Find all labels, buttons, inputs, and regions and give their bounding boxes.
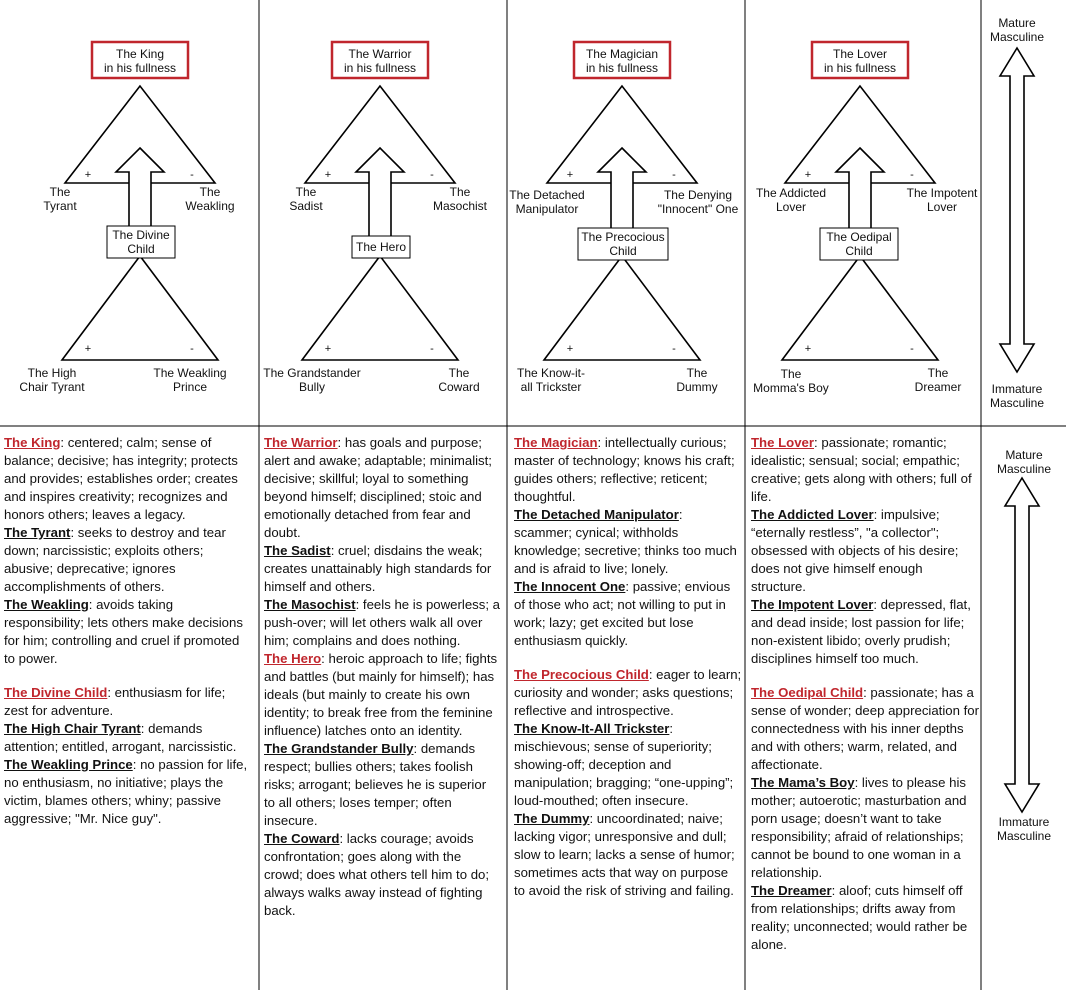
the-mama-s-boy-description [751, 774, 979, 882]
immature-masculine-label-bottom: Immature Masculine [996, 815, 1052, 843]
mature-masculine-label-top: Mature Masculine [989, 16, 1045, 44]
warrior-upper-minus-sign: - [430, 169, 434, 181]
the-innocent-one-description [514, 578, 742, 650]
warrior-upper-left-label: The Sadist [289, 185, 323, 213]
the-sadist-text: : cruel; disdains the weak; creates unattainably high standards for himself and others. [264, 543, 492, 594]
the-dreamer-term: The Dreamer [751, 883, 832, 898]
the-coward-description [264, 830, 500, 920]
the-king-term: The King [4, 435, 61, 450]
mature-masculine-label-bottom: Mature Masculine [996, 448, 1052, 476]
lover-lower-right-label: The Dreamer [914, 366, 962, 394]
king-description-column [4, 434, 252, 828]
the-tyrant-term: The Tyrant [4, 525, 71, 540]
magician-upper-minus-sign: - [672, 169, 676, 181]
the-dummy-description [514, 810, 742, 900]
the-impotent-lover-text: : depressed, flat, and dead inside; lost passion for life; non-existent libido; overly prudish; disciplines himself too much. [751, 597, 971, 666]
the-divine-child-term: The Divine Child [4, 685, 108, 700]
the-coward-text: : lacks courage; avoids confrontation; goes along with the crowd; does what others tell him to do; always walks away instead of fighting back. [264, 831, 490, 918]
the-oedipal-child-term: The Oedipal Child [751, 685, 864, 700]
the-tyrant-description [4, 524, 252, 596]
the-weakling-prince-description [4, 756, 252, 828]
warrior-upper-plus-sign: + [324, 169, 332, 181]
the-high-chair-tyrant-description [4, 720, 252, 756]
the-addicted-lover-text: : impulsive; “eternally restless”, "a collector"; obsessed with objects of his desire; does not give himself enough structure. [751, 507, 959, 594]
warrior-lower-left-label: The Grandstander Bully [263, 366, 361, 394]
magician-upper-left-label: The Detached Manipulator [509, 188, 585, 216]
the-lover-text: : passionate; romantic; idealistic; sensual; social; empathic; creative; gets along with others; full of life. [751, 435, 972, 504]
the-oedipal-child-description [751, 684, 979, 774]
magician-upper-right-label: The Denying "Innocent" One [657, 188, 739, 216]
king-lower-minus-sign: - [190, 343, 194, 355]
the-detached-manipulator-description [514, 506, 742, 578]
magician-child-label: The Precocious Child [581, 230, 665, 258]
the-warrior-description [264, 434, 500, 542]
the-sadist-term: The Sadist [264, 543, 331, 558]
the-dummy-text: : uncoordinated; naive; lacking vigor; unresponsive and dull; slow to learn; lacks a sense of humor; sometimes acts that way on purpose to avoid the risk of striving and failing. [514, 811, 735, 898]
the-hero-description [264, 650, 500, 740]
the-grandstander-bully-description [264, 740, 500, 830]
the-divine-child-description [4, 684, 252, 720]
warrior-description-column [264, 434, 500, 920]
the-masochist-term: The Masochist [264, 597, 356, 612]
magician-lower-right-label: The Dummy [676, 366, 718, 394]
the-hero-term: The Hero [264, 651, 322, 666]
the-grandstander-bully-term: The Grandstander Bully [264, 741, 414, 756]
warrior-lower-right-label: The Coward [438, 366, 480, 394]
magician-lower-plus-sign: + [566, 343, 574, 355]
magician-upper-plus-sign: + [566, 169, 574, 181]
king-fullness-label: The King in his fullness [103, 47, 177, 75]
the-magician-term: The Magician [514, 435, 598, 450]
king-upper-minus-sign: - [190, 169, 194, 181]
the-warrior-text: : has goals and purpose; alert and awake; adaptable; minimalist; decisive; skillful; loyal to something beyond himself; disciplined; stoic and emotionally detached from fear and doubt. [264, 435, 492, 540]
magician-lower-minus-sign: - [672, 343, 676, 355]
lover-upper-minus-sign: - [910, 169, 914, 181]
the-innocent-one-term: The Innocent One [514, 579, 626, 594]
the-addicted-lover-term: The Addicted Lover [751, 507, 874, 522]
lover-child-label: The Oedipal Child [826, 230, 892, 258]
the-magician-text: : intellectually curious; master of technology; knows his craft; guides others; reflective; reticent; thoughtful. [514, 435, 735, 504]
warrior-fullness-label: The Warrior in his fullness [343, 47, 417, 75]
the-lover-term: The Lover [751, 435, 815, 450]
the-dreamer-description [751, 882, 979, 954]
king-lower-plus-sign: + [84, 343, 92, 355]
the-precocious-child-description [514, 666, 742, 720]
the-innocent-one-text: : passive; envious of those who act; not willing to put in work; lazy; get excited but lose enthusiasm quickly. [514, 579, 731, 648]
the-masochist-description [264, 596, 500, 650]
warrior-lower-plus-sign: + [324, 343, 332, 355]
the-magician-description [514, 434, 742, 506]
warrior-upper-right-label: The Masochist [432, 185, 488, 213]
the-weakling-description [4, 596, 252, 668]
the-detached-manipulator-term: The Detached Manipulator [514, 507, 679, 522]
the-weakling-prince-term: The Weakling Prince [4, 757, 133, 772]
maturity-scale-arrow-bottom [1005, 478, 1039, 812]
magician-fullness-label: The Magician in his fullness [585, 47, 659, 75]
magician-description-column [514, 434, 742, 900]
the-king-text: : centered; calm; sense of balance; decisive; has integrity; protects and provides; establishes order; creates and inspires creativity; recognizes and honors others; leaves a legacy. [4, 435, 238, 522]
the-coward-term: The Coward [264, 831, 340, 846]
the-dreamer-text: : aloof; cuts himself off from relationships; drifts away from reality; unconnected; would rather be alone. [751, 883, 968, 952]
the-divine-child-text: : enthusiasm for life; zest for adventure. [4, 685, 226, 718]
the-warrior-term: The Warrior [264, 435, 338, 450]
the-detached-manipulator-text: : scammer; cynical; withholds knowledge; secretive; thinks too much and is afraid to live; lonely. [514, 507, 737, 576]
the-mama-s-boy-text: : lives to please his mother; autoerotic; masturbation and porn usage; doesn’t want to take responsibility; afraid of relationships; cannot be bound to one woman in a relationship. [751, 775, 967, 880]
king-upper-right-label: The Weakling [185, 185, 235, 213]
the-high-chair-tyrant-text: : demands attention; entitled, arrogant, narcissistic. [4, 721, 237, 754]
king-upper-plus-sign: + [84, 169, 92, 181]
lover-lower-minus-sign: - [910, 343, 914, 355]
king-lower-right-label: The Weakling Prince [153, 366, 227, 394]
lover-description-column [751, 434, 979, 954]
the-weakling-term: The Weakling [4, 597, 89, 612]
the-precocious-child-text: : eager to learn; curiosity and wonder; asks questions; reflective and introspective. [514, 667, 742, 718]
the-weakling-prince-text: : no passion for life, no enthusiasm, no initiative; plays the victim, blames others; whiny; passive aggressive; "Mr. Nice guy". [4, 757, 248, 826]
the-addicted-lover-description [751, 506, 979, 596]
the-dummy-term: The Dummy [514, 811, 590, 826]
lover-upper-right-label: The Impotent Lover [906, 186, 978, 214]
immature-masculine-label-top: Immature Masculine [989, 382, 1045, 410]
the-grandstander-bully-text: : demands respect; bullies others; takes foolish risks; arrogant; believes he is superior to all others; loses temper; often insecure. [264, 741, 487, 828]
lover-lower-left-label: The Momma's Boy [753, 367, 829, 395]
lover-lower-plus-sign: + [804, 343, 812, 355]
king-lower-left-label: The High Chair Tyrant [19, 366, 85, 394]
maturity-scale-arrow-top [1000, 48, 1034, 372]
the-know-it-all-trickster-description [514, 720, 742, 810]
the-know-it-all-trickster-term: The Know-It-All Trickster [514, 721, 670, 736]
king-upper-left-label: The Tyrant [43, 185, 77, 213]
king-child-label: The Divine Child [112, 228, 170, 256]
the-masochist-text: : feels he is powerless; a push-over; will let others walk all over him; complains and does nothing. [264, 597, 501, 648]
the-weakling-text: : avoids taking responsibility; lets others make decisions for him; controlling and cruel if promoted to power. [4, 597, 243, 666]
warrior-child-label: The Hero [355, 240, 407, 254]
the-lover-description [751, 434, 979, 506]
the-high-chair-tyrant-term: The High Chair Tyrant [4, 721, 141, 736]
the-know-it-all-trickster-text: : mischievous; sense of superiority; showing-off; deception and manipulation; bragging; “one-upping”; loud-mouthed; often insecure. [514, 721, 734, 808]
lover-fullness-label: The Lover in his fullness [823, 47, 897, 75]
the-tyrant-text: : seeks to destroy and tear down; narcissistic; exploits others; abusive; deprecative; ignores accomplishments of others. [4, 525, 226, 594]
the-king-description [4, 434, 252, 524]
the-oedipal-child-text: : passionate; has a sense of wonder; deep appreciation for connectedness with his inner depths and with others; warm, related, and affectionate. [751, 685, 979, 772]
the-precocious-child-term: The Precocious Child [514, 667, 649, 682]
lover-upper-left-label: The Addicted Lover [755, 186, 827, 214]
warrior-lower-minus-sign: - [430, 343, 434, 355]
lover-upper-plus-sign: + [804, 169, 812, 181]
the-impotent-lover-term: The Impotent Lover [751, 597, 874, 612]
the-impotent-lover-description [751, 596, 979, 668]
magician-lower-left-label: The Know-it-all Trickster [516, 366, 586, 394]
the-mama-s-boy-term: The Mama’s Boy [751, 775, 855, 790]
the-sadist-description [264, 542, 500, 596]
the-hero-text: : heroic approach to life; fights and battles (but mainly for himself); has ideals (but mainly to create his own identity; to break free from the feminine influence) latches onto an identity. [264, 651, 498, 738]
